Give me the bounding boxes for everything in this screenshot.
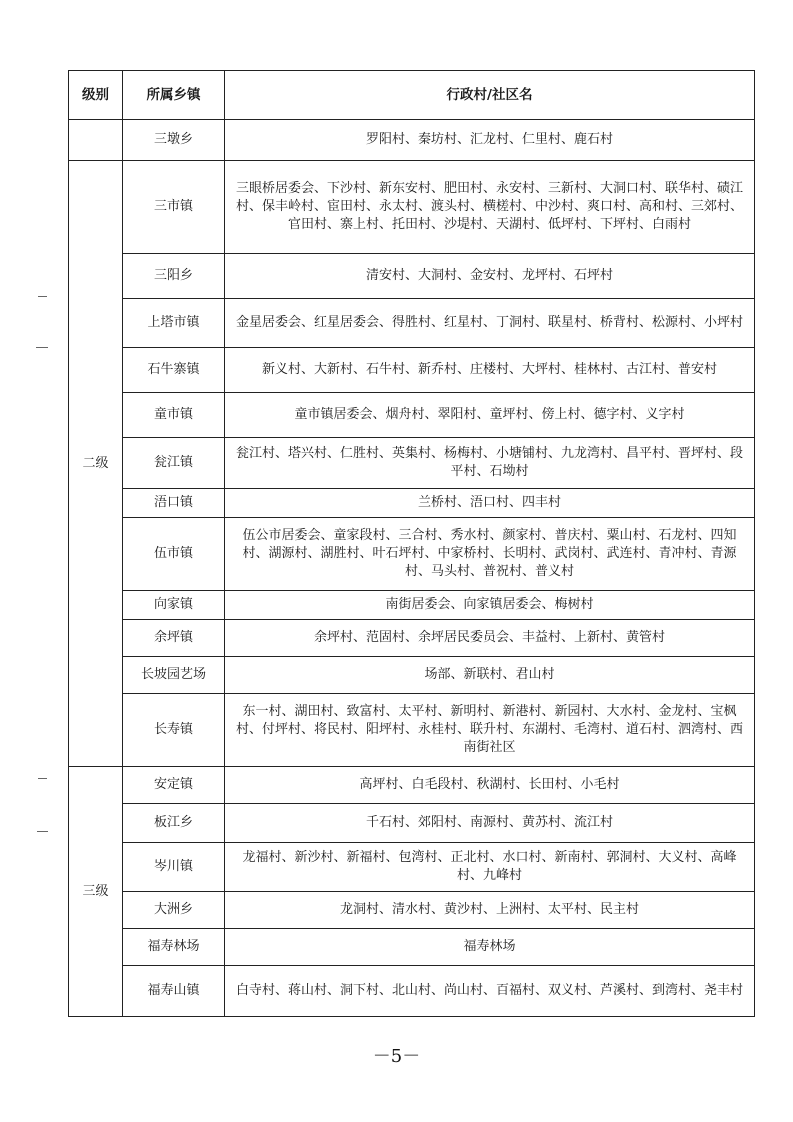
villages-cell: 南街居委会、向家镇居委会、梅树村: [225, 591, 755, 620]
margin-mark: [38, 296, 47, 297]
table-row: [69, 254, 755, 299]
villages-cell: 清安村、大洞村、金安村、龙坪村、石坪村: [225, 254, 755, 299]
header-level: 级别: [69, 71, 123, 120]
villages-cell: 兰桥村、浯口村、四丰村: [225, 489, 755, 518]
table-row: [69, 518, 755, 591]
villages-cell: 金星居委会、红星居委会、得胜村、红星村、丁洞村、联星村、桥背村、松源村、小坪村: [225, 299, 755, 348]
table-row: [69, 892, 755, 929]
page-number: －5－: [372, 1046, 421, 1067]
table-row: [69, 929, 755, 966]
villages-cell: 余坪村、范固村、余坪居民委员会、丰益村、上新村、黄管村: [225, 620, 755, 657]
margin-mark: [38, 778, 47, 779]
villages-cell: 瓮江村、塔兴村、仁胜村、英集村、杨梅村、小塘铺村、九龙湾村、昌平村、晋坪村、段平村、石坳村: [225, 438, 755, 489]
table-row: [69, 620, 755, 657]
level-cell: 三级: [69, 767, 123, 1017]
villages-cell: 高坪村、白毛段村、秋湖村、长田村、小毛村: [225, 767, 755, 804]
town-cell: 三阳乡: [123, 254, 225, 299]
town-cell: 福寿山镇: [123, 966, 225, 1017]
villages-cell: 千石村、郊阳村、南源村、黄苏村、流江村: [225, 804, 755, 843]
town-cell: 大洲乡: [123, 892, 225, 929]
town-cell: 长寿镇: [123, 694, 225, 767]
town-cell: 三市镇: [123, 161, 225, 254]
town-cell: 浯口镇: [123, 489, 225, 518]
table-row: [69, 348, 755, 393]
table-row: [69, 591, 755, 620]
villages-cell: 龙福村、新沙村、新福村、包湾村、正北村、水口村、新南村、郭洞村、大义村、高峰村、九峰村: [225, 843, 755, 892]
town-cell: 伍市镇: [123, 518, 225, 591]
town-cell: 余坪镇: [123, 620, 225, 657]
table-row: [69, 393, 755, 438]
villages-cell: 新义村、大新村、石牛村、新乔村、庄楼村、大坪村、桂林村、古江村、普安村: [225, 348, 755, 393]
town-cell: 板江乡: [123, 804, 225, 843]
town-cell: 上塔市镇: [123, 299, 225, 348]
villages-cell: 场部、新联村、君山村: [225, 657, 755, 694]
header-villages: 行政村/社区名: [225, 71, 755, 120]
table-row: [69, 804, 755, 843]
villages-cell: 罗阳村、秦坊村、汇龙村、仁里村、鹿石村: [225, 120, 755, 161]
town-cell: 三墩乡: [123, 120, 225, 161]
table-row: [69, 767, 755, 804]
village-table: [68, 70, 755, 1017]
town-cell: 向家镇: [123, 591, 225, 620]
table-row: [69, 657, 755, 694]
table-row: [69, 120, 755, 161]
villages-cell: 童市镇居委会、烟舟村、翠阳村、童坪村、傍上村、德字村、义字村: [225, 393, 755, 438]
table-row: [69, 299, 755, 348]
town-cell: 长坡园艺场: [123, 657, 225, 694]
villages-cell: 三眼桥居委会、下沙村、新东安村、肥田村、永安村、三新村、大洞口村、联华村、碛江村、保丰岭村、宦田村、永太村、渡头村、横槎村、中沙村、爽口村、高和村、三郊村、官田村、寨上村、托田村、沙堤村、天湖村、低坪村、下坪村、白雨村: [225, 161, 755, 254]
table-row: [69, 966, 755, 1017]
table-row: [69, 843, 755, 892]
header-town: 所属乡镇: [123, 71, 225, 120]
villages-cell: 伍公市居委会、童家段村、三合村、秀水村、颜家村、普庆村、粟山村、石龙村、四知村、湖源村、湖胜村、叶石坪村、中家桥村、长明村、武岗村、武连村、青冲村、青源村、马头村、普祝村、普义村: [225, 518, 755, 591]
table-row: [69, 694, 755, 767]
villages-cell: 东一村、湖田村、致富村、太平村、新明村、新港村、新园村、大水村、金龙村、宝枫村、付坪村、将民村、阳坪村、永桂村、联升村、东湖村、毛湾村、道石村、泗湾村、西南街社区: [225, 694, 755, 767]
town-cell: 安定镇: [123, 767, 225, 804]
villages-cell: 白寺村、蒋山村、洞下村、北山村、尚山村、百福村、双义村、芦溪村、到湾村、尧丰村: [225, 966, 755, 1017]
table-row: [69, 438, 755, 489]
villages-cell: 龙洞村、清水村、黄沙村、上洲村、太平村、民主村: [225, 892, 755, 929]
town-cell: 瓮江镇: [123, 438, 225, 489]
margin-mark: [36, 347, 48, 348]
table-row: [69, 489, 755, 518]
margin-mark: [37, 831, 48, 832]
town-cell: 石牛寨镇: [123, 348, 225, 393]
town-cell: 岑川镇: [123, 843, 225, 892]
town-cell: 福寿林场: [123, 929, 225, 966]
table-row: [69, 161, 755, 254]
level-cell: 二级: [69, 161, 123, 767]
town-cell: 童市镇: [123, 393, 225, 438]
level-cell-blank: [69, 120, 123, 161]
table-header-row: [69, 71, 755, 120]
villages-cell: 福寿林场: [225, 929, 755, 966]
